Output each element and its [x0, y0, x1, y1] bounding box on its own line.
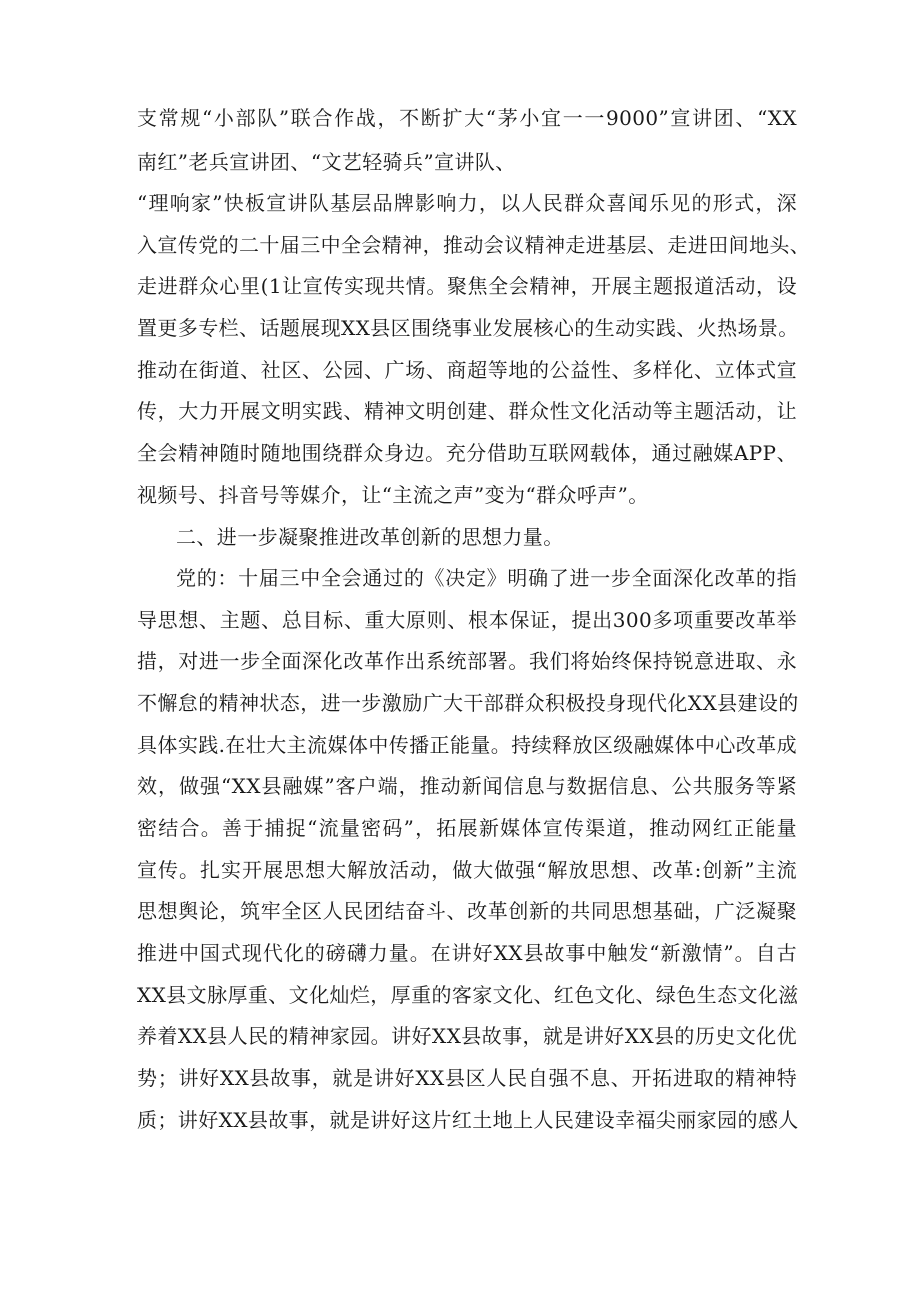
text-line: 党的：十届三中全会通过的《决定》明确了进一步全面深化改革的指 — [176, 566, 797, 590]
text-line: 走进群众心里(1让宣传实现共情。聚焦全会精神，开展主题报道活动，设 — [137, 274, 797, 298]
text-line: 传，大力开展文明实践、精神文明创建、群众性文化活动等主题活动，让 — [137, 399, 797, 423]
text-line: 效，做强“XX县融媒”客户端，推动新闻信息与数据信息、公共服务等紧 — [137, 774, 797, 798]
text-line: 养着XX县人民的精神家园。讲好XX县故事，就是讲好XX县的历史文化优 — [137, 1024, 797, 1048]
text-line: 宣传。扎实开展思想大解放活动，做大做强“解放思想、改革:创新”主流 — [137, 858, 797, 882]
text-line: 具体实践.在壮大主流媒体中传播正能量。持续释放区级融媒体中心改革成 — [137, 733, 797, 757]
text-line: 视频号、抖音号等媒介，让“主流之声”变为“群众呼声”。 — [137, 483, 649, 507]
section-heading: 二、进一步凝聚推进改革创新的思想力量。 — [176, 525, 564, 549]
text-line: 南红”老兵宣讲团、“文艺轻骑兵”宣讲队、 — [137, 150, 516, 174]
text-line: 全会精神随时随地围绕群众身边。充分借助互联网载体，通过融媒APP、 — [137, 441, 797, 465]
text-line: 置更多专栏、话题展现XX县区围绕事业发展核心的生动实践、火热场景。 — [137, 316, 799, 340]
text-line: “理响家”快板宣讲队基层品牌影响力，以人民群众喜闻乐见的形式，深 — [137, 191, 797, 215]
text-line: 支常规“小部队”联合作战，不断扩大“茅小宜一一9000”宣讲团、“XX — [137, 106, 797, 130]
text-line: 导思想、主题、总目标、重大原则、根本保证，提出300多项重要改革举 — [137, 608, 797, 632]
text-line: 势；讲好XX县故事，就是讲好XX县区人民自强不息、开拓进取的精神特 — [137, 1066, 797, 1090]
text-line: 推动在街道、社区、公园、广场、商超等地的公益性、多样化、立体式宣 — [137, 358, 797, 382]
text-line: 密结合。善于捕捉“流量密码”，拓展新媒体宣传渠道，推动网红正能量 — [137, 816, 797, 840]
text-line: 措，对进一步全面深化改革作出系统部署。我们将始终保持锐意进取、永 — [137, 649, 797, 673]
text-line: 推进中国式现代化的磅礴力量。在讲好XX县故事中触发“新激情”。自古 — [137, 941, 797, 965]
text-line: XX县文脉厚重、文化灿烂，厚重的客家文化、红色文化、绿色生态文化滋 — [137, 983, 799, 1007]
text-line: 质；讲好XX县故事，就是讲好这片红土地上人民建设幸福尖丽家园的感人 — [137, 1108, 799, 1132]
text-line: 思想舆论，筑牢全区人民团结奋斗、改革创新的共同思想基础，广泛凝聚 — [137, 899, 797, 923]
text-line: 不懈怠的精神状态，进一步激励广大干部群众积极投身现代化XX县建设的 — [137, 691, 799, 715]
text-line: 入宣传党的二十届三中全会精神，推动会议精神走进基层、走进田间地头、 — [137, 233, 811, 257]
